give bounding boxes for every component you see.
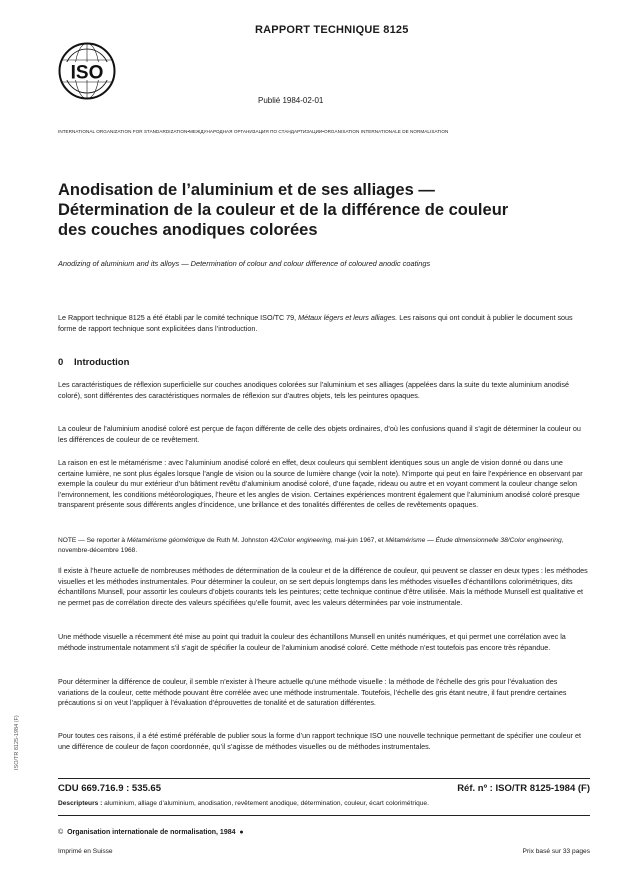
- reference-number: Réf. nº : ISO/TR 8125-1984 (F): [457, 783, 590, 794]
- copyright-line: © Organisation internationale de normalisation, 1984 ●: [58, 829, 244, 836]
- preamble-paragraph: Le Rapport technique 8125 a été établi par le comité technique ISO/TC 79, Métaux légers et leurs alliages. Les raisons qui ont conduit à publier le document sous forme de rapport technique sont explicitées dans l’introduction.: [58, 313, 573, 333]
- descriptors: Descripteurs : aluminium, alliage d’aluminium, anodisation, revêtement anodique, détermination, couleur, écart colorimétrique.: [58, 800, 429, 807]
- margin-reference: ISO/TR 8125-1984 (F): [14, 715, 20, 770]
- note-paragraph: NOTE — Se reporter à Métamérisme géométrique de Ruth M. Johnston 42/Color engineering, mai-juin 1967, et Métamérisme — Étude dimensionnelle 38/Color engineering, novembre-décembre 1968.: [58, 537, 564, 554]
- section-number: 0: [58, 357, 64, 368]
- intro-paragraph-1: Les caractéristiques de réflexion superficielle sur couches anodiques colorées sur l’aluminium et ses alliages (appelées dans la suite du texte aluminium anodisé coloré), sont différentes des caractéristiques normales de réflexion sur d’autres objets, tels les peintures opaques.: [58, 380, 569, 400]
- page-count: Prix basé sur 33 pages: [522, 848, 590, 855]
- title-line-1: Anodisation de l’aluminium et de ses alliages —: [58, 181, 435, 199]
- intro-paragraph-2: La couleur de l’aluminium anodisé coloré est perçue de façon différente de celle des objets ordinaires, d’où les confusions quand il s’agit de déterminer la couleur ou les différences de couleur de ce revêtement.: [58, 424, 581, 444]
- cdu-code: CDU 669.716.9 : 535.65: [58, 783, 161, 794]
- section-heading: [58, 357, 129, 368]
- document-title: [58, 180, 568, 240]
- organization-line: INTERNATIONAL ORGANIZATION FOR STANDARDIZATION•МЕЖДУНАРОДНАЯ ОРГАНИЗАЦИЯ ПО СТАНДАРТИЗАЦИИ•ORGANISATION INTERNATIONALE DE NORMALISATION: [58, 129, 449, 134]
- section-title: Introduction: [74, 357, 130, 368]
- divider: [58, 778, 590, 779]
- title-line-3: des couches anodiques colorées: [58, 221, 318, 239]
- intro-paragraph-3: La raison en est le métamérisme : avec l’aluminium anodisé coloré en effet, deux couleurs qui semblent identiques sous un angle de vision donné ou dans une certaine lumière, ne sont plus égales lorsque l’angle de vision ou la source de lumière change (voir la note). N’importe qui peut en faire l’expérience en observant par exemple la couleur du mur extérieur d’un bâtiment revêtu d’aluminium anodisé coloré, d’une façade, rideau ou autre et en voyant comment la couleur change selon l’environnement, les conditions météorologiques, l’heure et les angles de vision. Certaines expériences montrent également que l’aluminium anodisé coloré presque transparent présente sous différents angles d’incidence, une brillance et des tonalités différentes de celles de revêtements opaques.: [58, 458, 583, 510]
- publication-date: Publié 1984-02-01: [258, 96, 324, 105]
- printed-in: Imprimé en Suisse: [58, 848, 113, 855]
- intro-paragraph-6: Pour déterminer la différence de couleur, il semble n’exister à l’heure actuelle qu’une méthode visuelle : la méthode de l’échelle des gris pour l’évaluation des variations de la couleur, cette méthode pouvant être corrélée avec une méthode instrumentale. Toutefois, l’échelle des gris étant neutre, il faut prendre certaines précautions si on veut l’appliquer à l’évaluation d’éprouvettes de tonalité et de saturation différentes.: [58, 677, 567, 708]
- divider: [58, 815, 590, 816]
- english-subtitle: Anodizing of aluminium and its alloys — Determination of colour and colour difference of coloured anodic coatings: [58, 259, 431, 268]
- title-line-2: Détermination de la couleur et de la différence de couleur: [58, 201, 509, 219]
- intro-paragraph-5: Une méthode visuelle a récemment été mise au point qui traduit la couleur des échantillons Munsell en unités numériques, et qui permet une corrélation avec la méthode instrumentale notamment s’il s’agit de spécifier la couleur de l’aluminium anodisé coloré. Cette méthode n’est toutefois pas encore très répandue.: [58, 632, 566, 652]
- report-title: RAPPORT TECHNIQUE 8125: [255, 24, 409, 36]
- svg-text:ISO: ISO: [70, 62, 104, 84]
- iso-logo: [58, 42, 116, 100]
- intro-paragraph-4: Il existe à l’heure actuelle de nombreuses méthodes de détermination de la couleur et de la différence de couleur, qui peuvent se classer en deux types : les méthodes visuelles et les méthodes instrumentales. Pour déterminer la couleur, on se sert depuis longtemps dans les méthodes visuelles d’échantillons colorimétriques, dits échantillons Munsell, pour assortir les couleurs d’objets courants tels les peintures; cette technique continue d’être utilisée. Mais la méthode Munsell est qualitative et ne permet pas de corrélation directe des valeurs spécifiées qu’elle fournit, avec les valeurs déterminées par voie instrumentale.: [58, 566, 588, 607]
- intro-paragraph-7: Pour toutes ces raisons, il a été estimé préférable de publier sous la forme d’un rapport technique ISO une nouvelle technique permettant de spécifier une couleur et une différence de couleur de façon coordonnée, qu’il s’agisse de méthodes visuelles ou de méthodes instrumentales.: [58, 731, 581, 751]
